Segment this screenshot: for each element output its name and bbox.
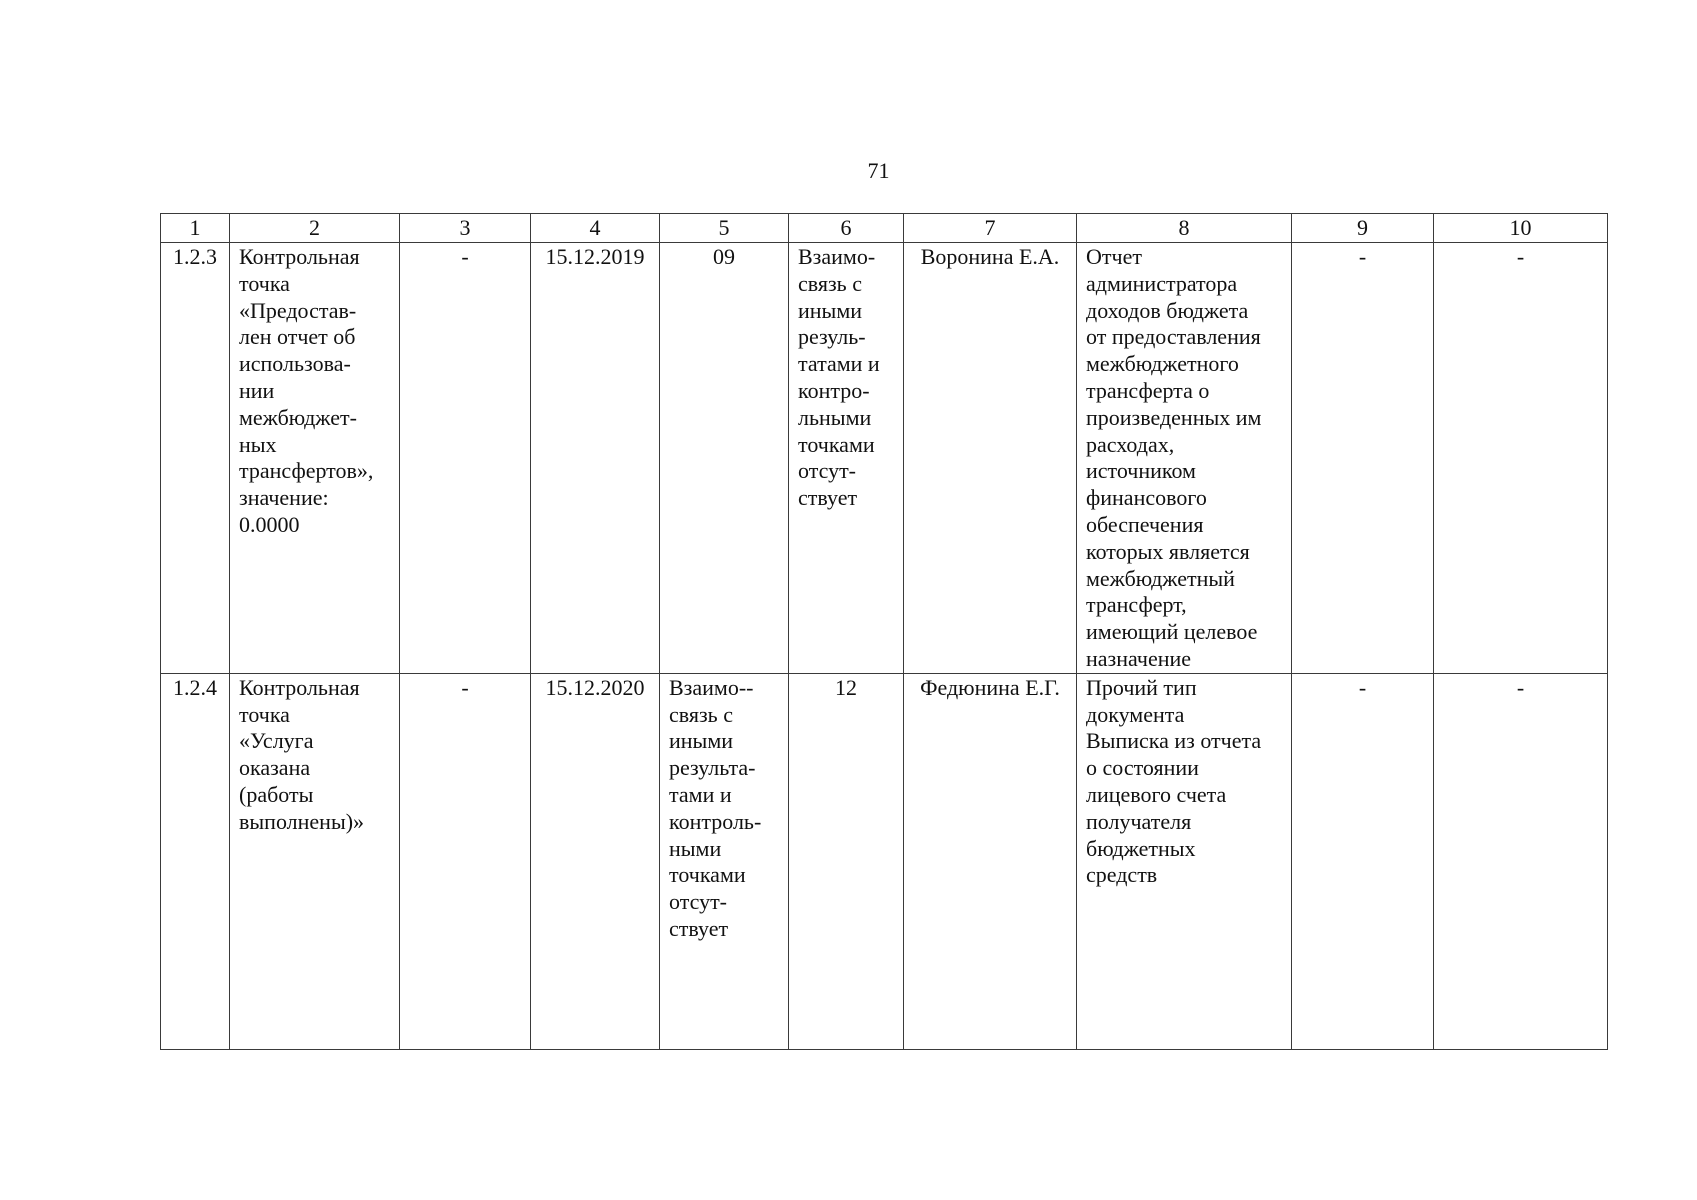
table-cell: Взаимо- связь с иными резуль- татами и контро- льными точками отсут- ствует [789, 243, 904, 674]
row-number-cell: 1.2.3 [161, 243, 230, 674]
table-cell: - [1292, 673, 1434, 1049]
header-cell: 6 [789, 214, 904, 243]
table-header-row [161, 214, 1608, 243]
table-cell: - [400, 673, 531, 1049]
responsible-cell: Воронина Е.А. [904, 243, 1077, 674]
header-cell: 10 [1434, 214, 1608, 243]
name-cell: Контрольная точка «Услуга оказана (работы выполнены)» [230, 673, 400, 1049]
responsible-cell: Федюнина Е.Г. [904, 673, 1077, 1049]
table-cell: - [1292, 243, 1434, 674]
header-cell: 7 [904, 214, 1077, 243]
table-row [161, 243, 1608, 674]
header-cell: 8 [1077, 214, 1292, 243]
table-cell: - [1434, 243, 1608, 674]
header-cell: 3 [400, 214, 531, 243]
header-cell: 9 [1292, 214, 1434, 243]
name-cell: Контрольная точка «Предостав- лен отчет об использова- нии межбюджет- ных трансфертов», значение: 0.0000 [230, 243, 400, 674]
data-table [160, 213, 1608, 1050]
table-cell: - [1434, 673, 1608, 1049]
date-cell: 15.12.2020 [531, 673, 660, 1049]
document-cell: Прочий тип документа Выписка из отчета о состоянии лицевого счета получателя бюджетных средств [1077, 673, 1292, 1049]
header-cell: 5 [660, 214, 789, 243]
header-cell: 4 [531, 214, 660, 243]
table-cell: Взаимо-- связь с иными результа- тами и контроль- ными точками отсут- ствует [660, 673, 789, 1049]
document-cell: Отчет администратора доходов бюджета от предоставления межбюджетного трансферта о произведенных им расходах, источником финансового обеспечения которых является межбюджетный трансферт, имеющий целевое назначение [1077, 243, 1292, 674]
row-number-cell: 1.2.4 [161, 673, 230, 1049]
page-number: 71 [867, 158, 890, 183]
table-row [161, 673, 1608, 1049]
table-cell: 09 [660, 243, 789, 674]
date-cell: 15.12.2019 [531, 243, 660, 674]
header-cell: 1 [161, 214, 230, 243]
table-cell: 12 [789, 673, 904, 1049]
header-cell: 2 [230, 214, 400, 243]
table-cell: - [400, 243, 531, 674]
